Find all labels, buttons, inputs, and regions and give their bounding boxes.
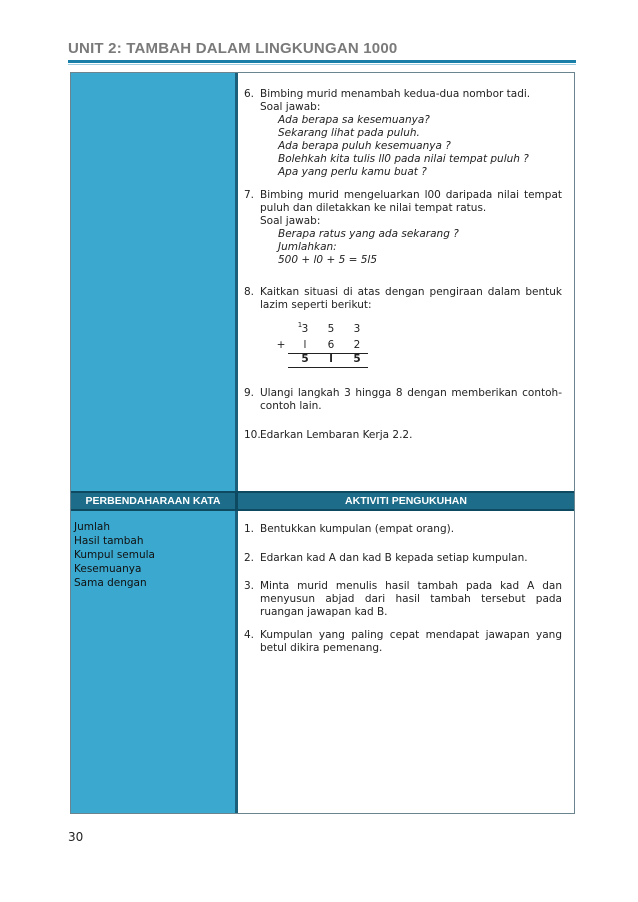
- vocabulary-item: Kumpul semula: [74, 549, 155, 561]
- question: Sekarang lihat pada puluh.: [278, 127, 420, 139]
- step-number: 10.: [244, 429, 261, 441]
- step-number: 1.: [244, 523, 255, 535]
- unit-header: UNIT 2: TAMBAH DALAM LINGKUNGAN 1000: [68, 40, 398, 57]
- digit: 3: [353, 323, 361, 335]
- step-number: 8.: [244, 286, 255, 298]
- activity-step-3: [244, 580, 562, 619]
- vocabulary-item: Sama dengan: [74, 577, 147, 589]
- addend-row-1: [270, 323, 380, 337]
- step-number: 3.: [244, 580, 255, 592]
- step-number: 2.: [244, 552, 255, 564]
- vocabulary-list: [74, 520, 155, 590]
- step-number: 6.: [244, 88, 255, 100]
- step-text: Edarkan Lembaran Kerja 2.2.: [260, 429, 413, 441]
- activity-step-2: [244, 552, 562, 565]
- step-6: [244, 88, 562, 179]
- column-divider-top: [235, 73, 238, 491]
- header-rule: [68, 60, 576, 63]
- step-text: Edarkan kad A dan kad B kepada setiap kumpulan.: [260, 552, 528, 564]
- vocabulary-item: Jumlah: [74, 521, 110, 533]
- step-text: Bimbing murid menambah kedua-dua nombor tadi.: [260, 88, 531, 100]
- sum-row: [270, 353, 380, 367]
- digit: 6: [327, 339, 335, 351]
- question: Apa yang perlu kamu buat ?: [278, 166, 427, 178]
- header-rule-thin: [68, 64, 576, 65]
- step-number: 7.: [244, 189, 255, 201]
- digit: l: [303, 339, 307, 351]
- step-number: 4.: [244, 629, 255, 641]
- vocabulary-item: Hasil tambah: [74, 535, 144, 547]
- left-column-top: [71, 73, 235, 491]
- vocabulary-heading: PERBENDAHARAAN KATA: [85, 495, 221, 507]
- digit: 5: [301, 353, 309, 365]
- step-text: Kumpulan yang paling cepat mendapat jawapan yang betul dikira pemenang.: [260, 629, 562, 654]
- question: Berapa ratus yang ada sekarang ?: [278, 228, 459, 240]
- activity-heading: AKTIVITI PENGUKUHAN: [345, 495, 467, 507]
- plus-sign: +: [276, 339, 286, 351]
- digit: 2: [353, 339, 361, 351]
- qa-label: Soal jawab:: [260, 215, 321, 227]
- digit: 5: [353, 353, 361, 365]
- question: Ada berapa puluh kesemuanya ?: [278, 140, 451, 152]
- digit: 5: [327, 323, 335, 335]
- step-7: [244, 189, 562, 267]
- digit: 3: [301, 323, 309, 335]
- question: Jumlahkan:: [278, 241, 337, 253]
- carry-digit: 1: [297, 321, 303, 329]
- sum-rule-bottom: [288, 367, 368, 368]
- activity-step-4: [244, 629, 562, 655]
- step-text: Ulangi langkah 3 hingga 8 dengan memberikan contoh-contoh lain.: [260, 387, 562, 412]
- vocabulary-item: Kesemuanya: [74, 563, 142, 575]
- step-number: 9.: [244, 387, 255, 399]
- page-number: 30: [68, 830, 84, 844]
- activity-step-1: [244, 523, 562, 536]
- column-addition: [270, 323, 380, 367]
- step-9: [244, 387, 562, 413]
- column-divider-bottom: [235, 511, 238, 813]
- digit: l: [329, 353, 333, 365]
- step-text: Kaitkan situasi di atas dengan pengiraan dalam bentuk lazim seperti berikut:: [260, 286, 562, 311]
- step-8: [244, 286, 562, 312]
- section-band: [71, 491, 574, 511]
- step-text: Bentukkan kumpulan (empat orang).: [260, 523, 455, 535]
- question: 500 + l0 + 5 = 5l5: [278, 254, 378, 266]
- question: Bolehkah kita tulis ll0 pada nilai tempat puluh ?: [278, 153, 529, 165]
- step-text: Minta murid menulis hasil tambah pada kad A dan menyusun abjad dari hasil tambah tersebut pada ruangan jawapan kad B.: [260, 580, 562, 618]
- addend-row-2: [270, 339, 380, 353]
- step-text: Bimbing murid mengeluarkan l00 daripada nilai tempat puluh dan diletakkan ke nilai tempat ratus.: [260, 189, 562, 214]
- qa-label: Soal jawab:: [260, 101, 321, 113]
- step-10: [244, 429, 562, 442]
- question: Ada berapa sa kesemuanya?: [278, 114, 430, 126]
